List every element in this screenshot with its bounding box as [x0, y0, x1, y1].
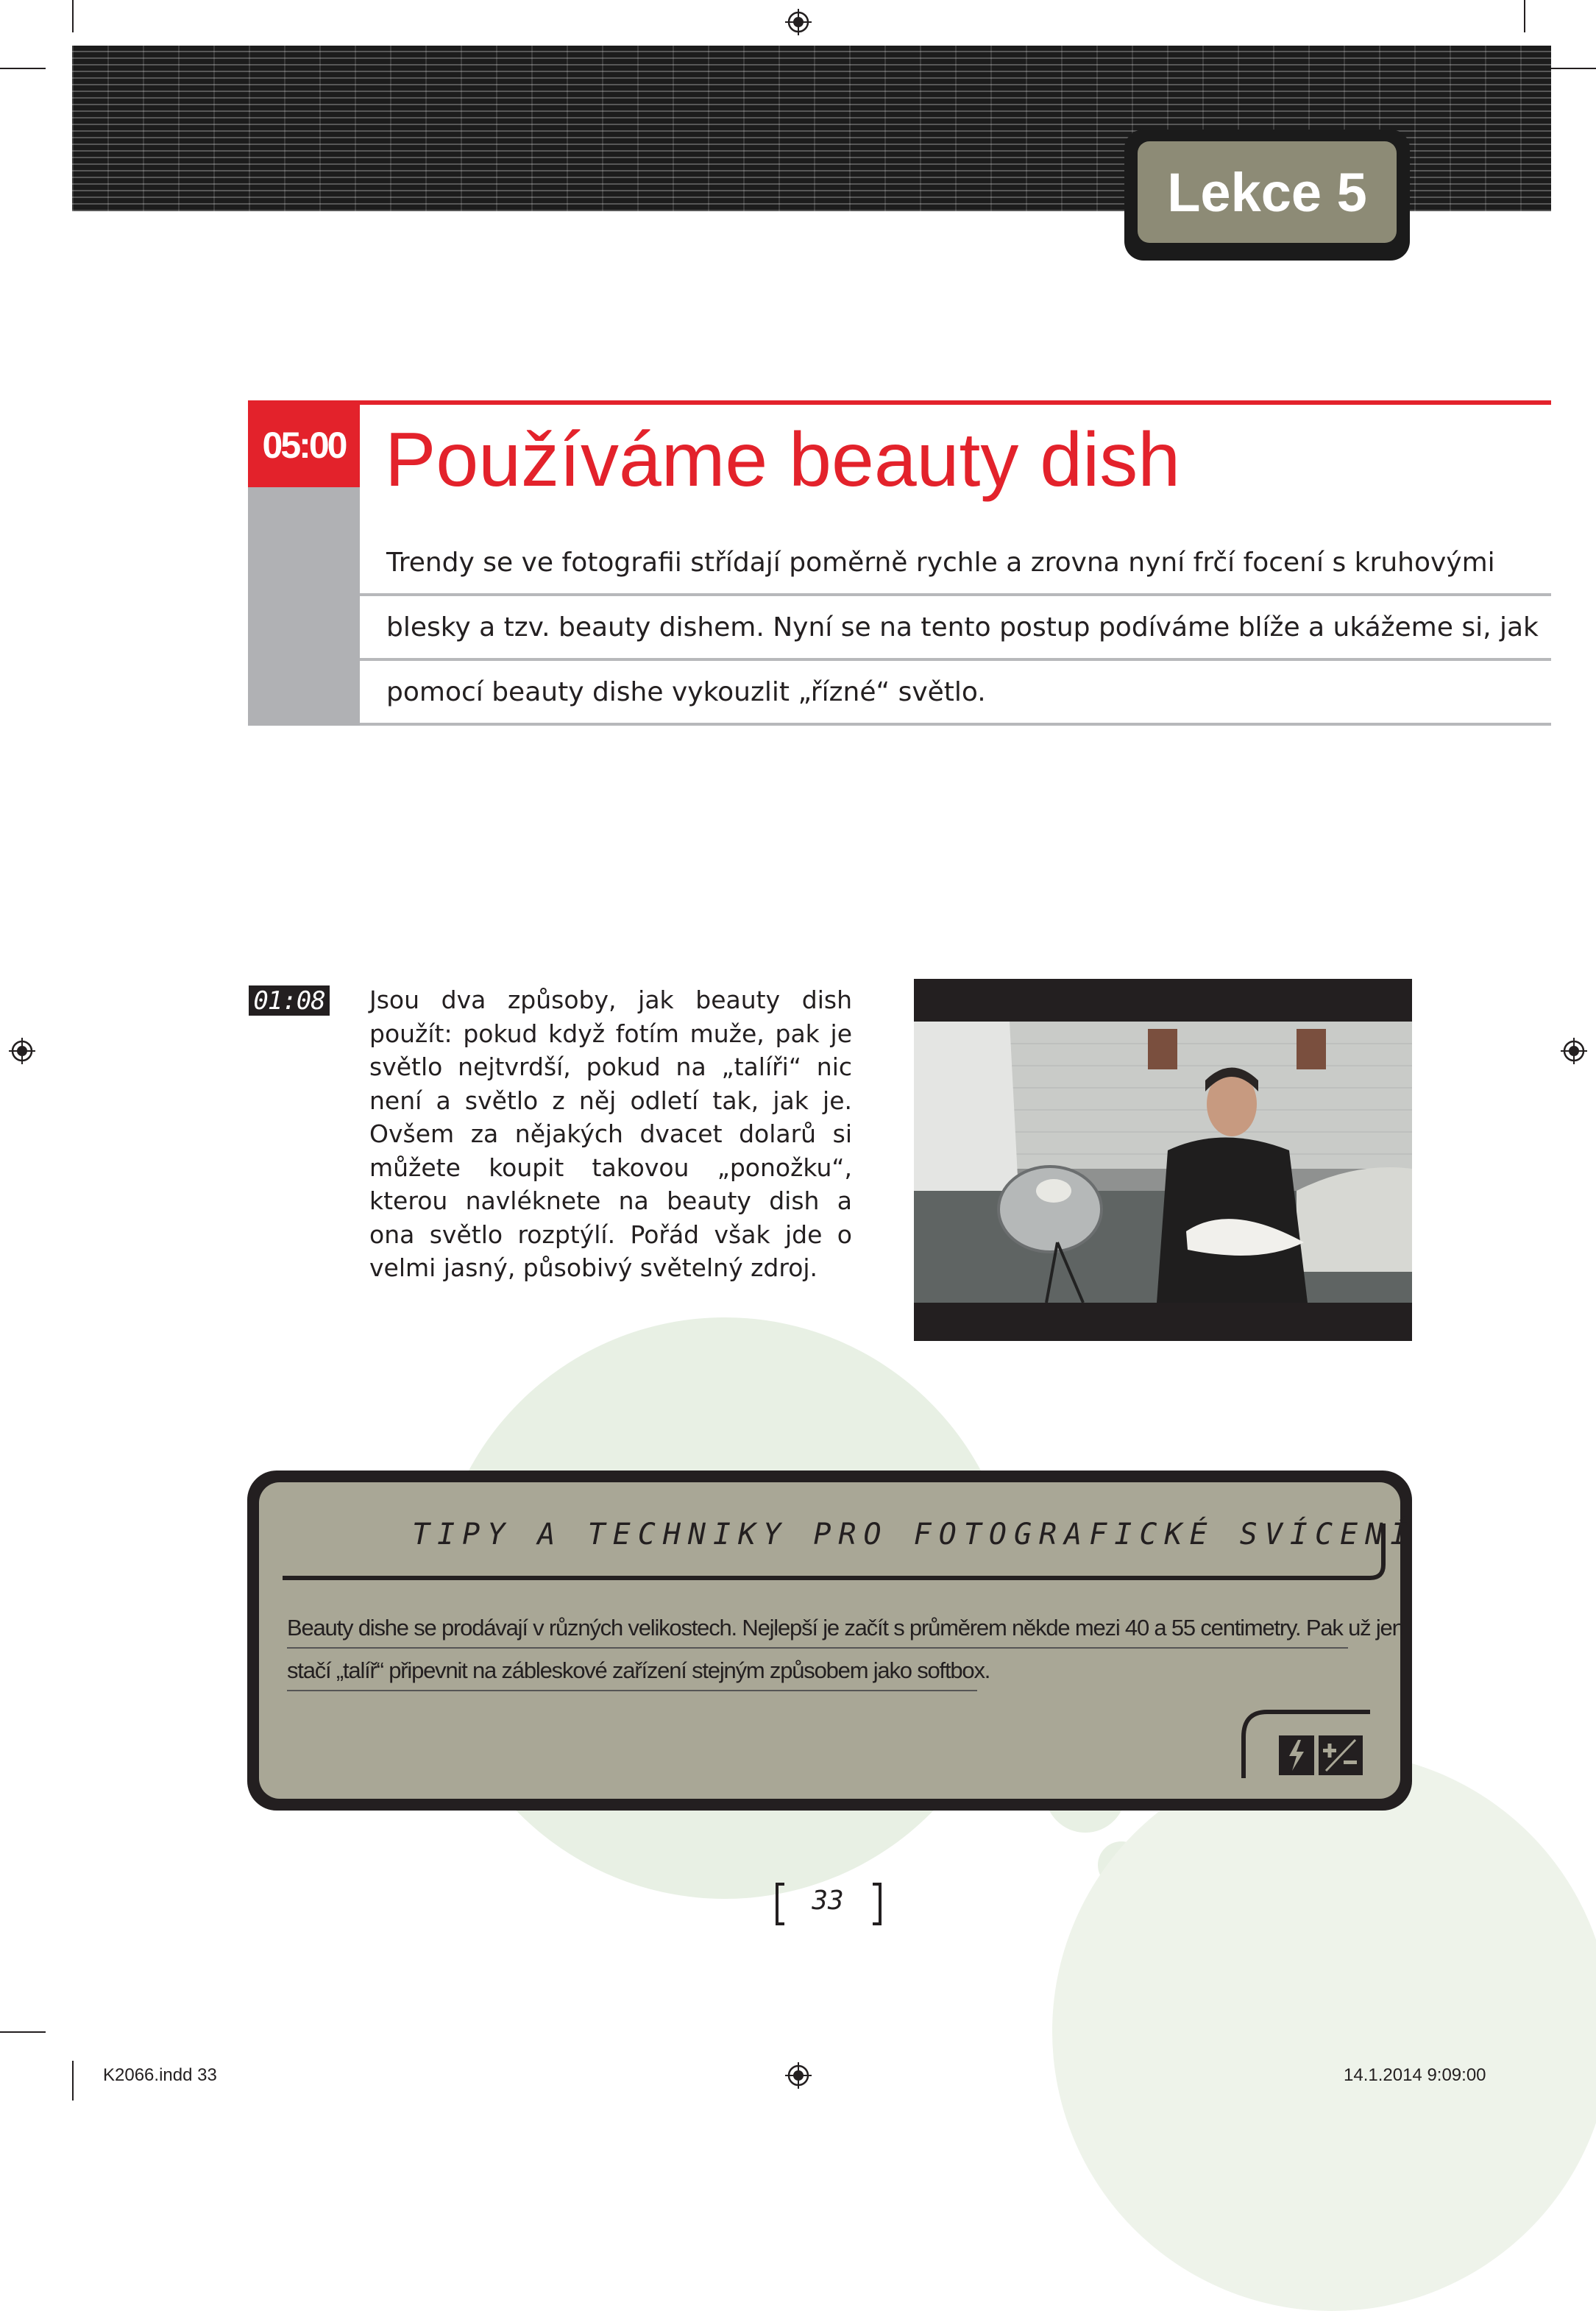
intro-line: blesky a tzv. beauty dishem. Nyní se na tento postup podíváme blíže a ukážeme si, jak	[386, 612, 1539, 643]
intro-line: Trendy se ve fotografii střídají poměrně rychle a zrovna nyní frčí focení s kruhovými	[386, 548, 1495, 578]
tips-line: stačí „talíř“ připevnit na zábleskové zařízení stejným způsobem jako softbox.	[287, 1657, 990, 1683]
intro-rule	[360, 723, 1551, 726]
tips-underline	[287, 1647, 1348, 1649]
intro-line: pomocí beauty dishe vykouzlit „řízné“ světlo.	[386, 677, 986, 707]
slug-file-info: K2066.indd 33	[103, 2065, 217, 2085]
page-title: Používáme beauty dish	[385, 417, 1181, 503]
slug-date-time: 14.1.2014 9:09:00	[1344, 2065, 1486, 2085]
page-number-bracket-left	[773, 1883, 787, 1925]
background-circle	[1052, 1752, 1596, 2311]
crop-mark	[1550, 68, 1596, 69]
video-frame-image	[914, 1022, 1412, 1303]
tips-line: Beauty dishe se prodávají v různých velikostech. Nejlepší je začít s průměrem někde mezi 40 a 55 centimetry. Pak už jen	[287, 1615, 1404, 1641]
title-side-strip	[248, 487, 360, 726]
crop-mark	[72, 2061, 74, 2101]
intro-rule	[360, 658, 1551, 661]
page-number-bracket-right	[870, 1883, 884, 1925]
chapter-time-badge: 05:00	[248, 403, 360, 487]
body-paragraph: Jsou dva způsoby, jak beauty dish použít: pokud když fotím muže, pak je světlo nejtvrdší, pokud na „talíři“ nic není a světlo z něj odletí tak, jak je. Ovšem za nějakých dvacet dolarů si můžete koupit takovou „ponožku“, kterou navléknete na beauty dish a ona světlo rozptýlí. Pořád však jde o velmi jasný, působivý světelný zdroj.	[369, 985, 852, 1282]
tips-underline	[287, 1690, 977, 1691]
flash-exposure-compensation-icon	[1279, 1735, 1363, 1775]
title-rule	[248, 400, 1551, 405]
crop-mark	[0, 2031, 46, 2033]
crop-mark	[0, 68, 46, 69]
video-timestamp: 01:08	[249, 985, 330, 1016]
registration-mark-icon	[1561, 1038, 1587, 1064]
intro-rule	[360, 593, 1551, 596]
registration-mark-icon	[785, 9, 812, 35]
registration-mark-icon	[785, 2062, 812, 2089]
crop-mark	[1524, 0, 1525, 32]
tips-title: TIPY A TECHNIKY PRO FOTOGRAFICKÉ SVÍCENÍ	[412, 1518, 1416, 1551]
page-number: 33	[812, 1886, 844, 1916]
crop-mark	[72, 0, 74, 32]
lesson-label: Lekce 5	[1138, 141, 1397, 243]
registration-mark-icon	[9, 1038, 35, 1064]
